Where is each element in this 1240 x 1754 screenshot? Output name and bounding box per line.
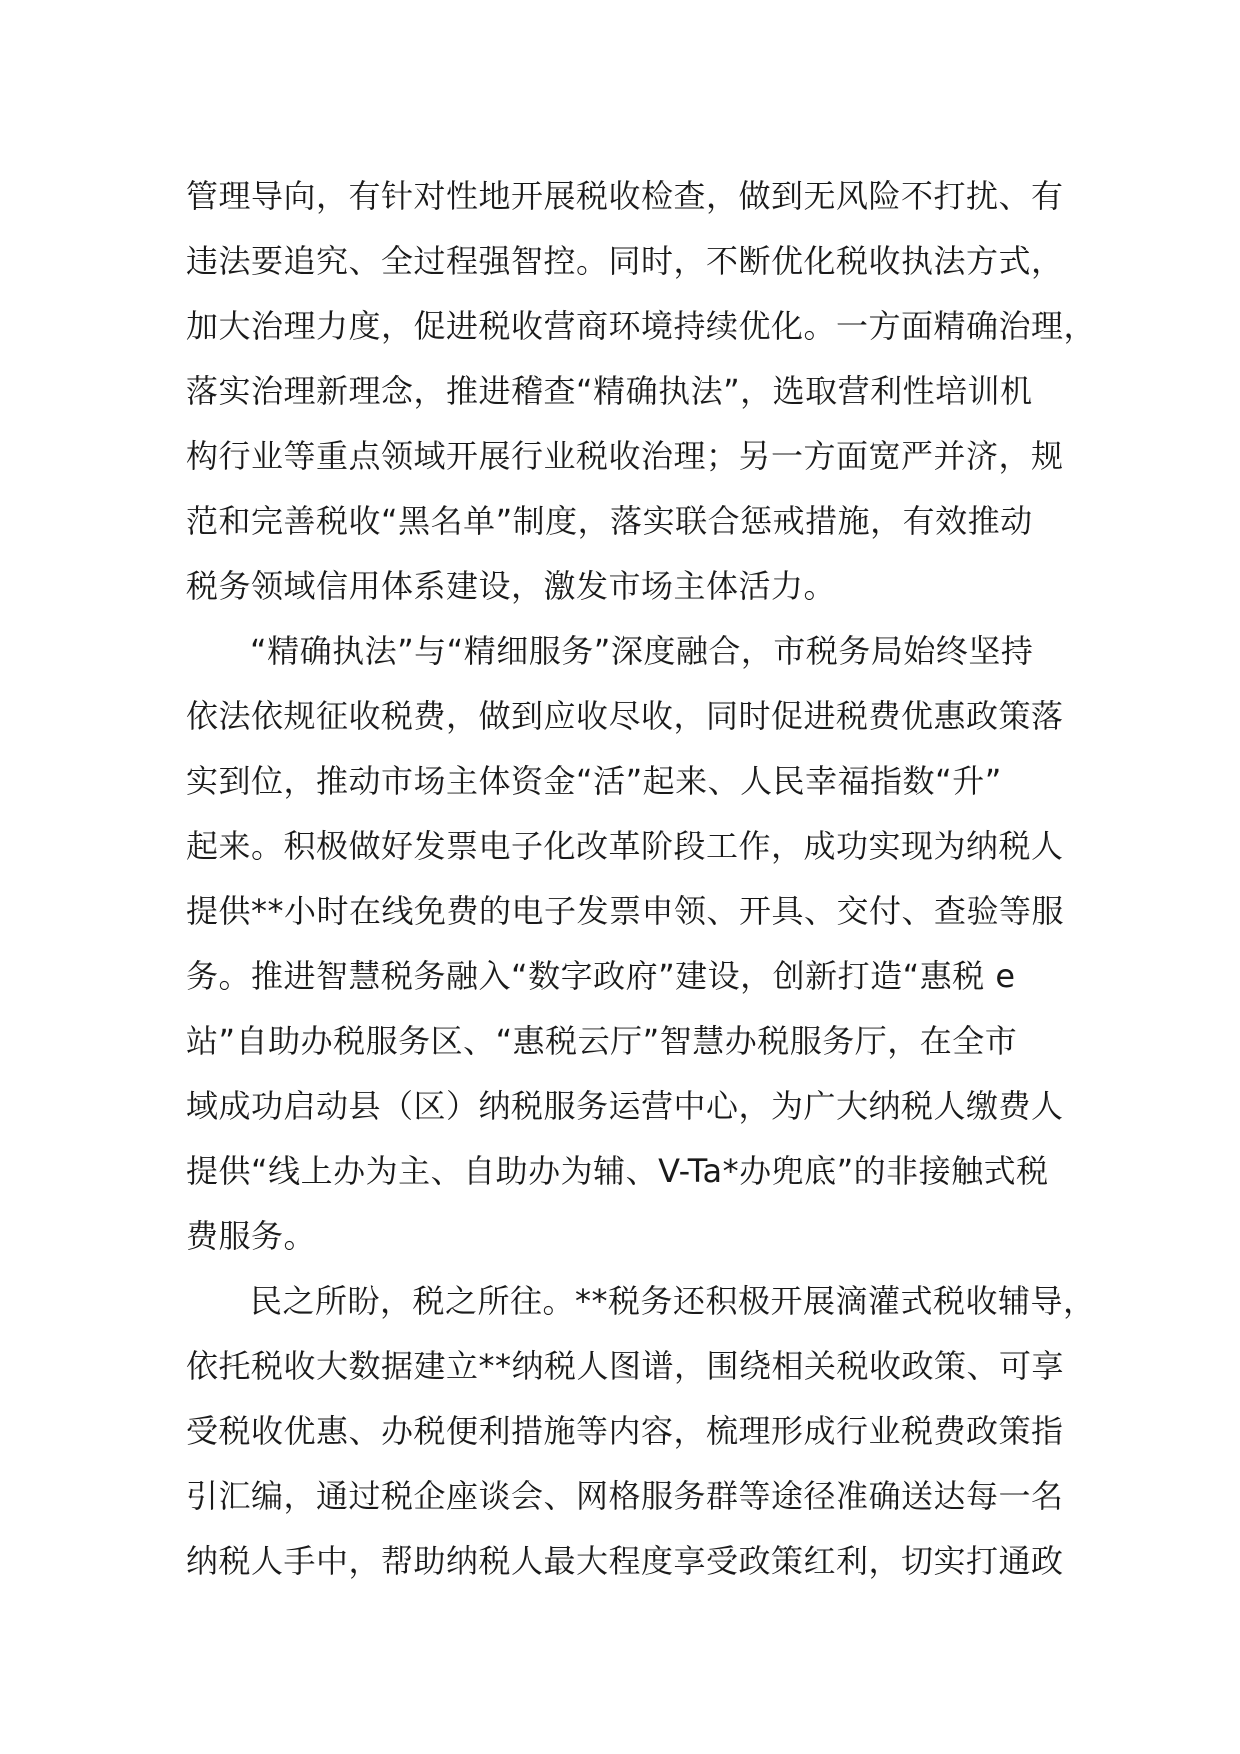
- text-line: 提供**小时在线免费的电子发票申领、开具、交付、查验等服: [186, 892, 1065, 930]
- text-line: 落实治理新理念，推进稽查“精确执法”，选取营利性培训机: [186, 372, 1033, 410]
- text-line: 构行业等重点领域开展行业税收治理；另一方面宽严并济，规: [186, 437, 1064, 475]
- text-line: 费服务。: [186, 1217, 317, 1255]
- text-line: 站”自助办税服务区、“惠税云厅”智慧办税服务厅，在全市: [186, 1022, 1018, 1060]
- text-line: 违法要追究、全过程强智控。同时，不断优化税收执法方式，: [186, 242, 1064, 280]
- text-line: 加大治理力度，促进税收营商环境持续优化。一方面精确治理，: [186, 307, 1097, 345]
- text-line: 起来。积极做好发票电子化改革阶段工作，成功实现为纳税人: [186, 827, 1064, 865]
- text-line: 税务领域信用体系建设，激发市场主体活力。: [186, 567, 837, 605]
- paragraph-start-line: “精确执法”与“精细服务”深度融合，市税务局始终坚持: [250, 632, 1034, 670]
- paragraph-start-line: 民之所盼，税之所往。**税务还积极开展滴灌式税收辅导，: [250, 1282, 1096, 1320]
- text-line: 实到位，推动市场主体资金“活”起来、人民幸福指数“升”: [186, 762, 1002, 800]
- text-line: 提供“线上办为主、自助办为辅、V-Ta*办兜底”的非接触式税: [186, 1152, 1049, 1190]
- text-line: 范和完善税收“黑名单”制度，落实联合惩戒措施，有效推动: [186, 502, 1033, 540]
- text-line: 纳税人手中，帮助纳税人最大程度享受政策红利，切实打通政: [186, 1542, 1064, 1580]
- text-line: 引汇编，通过税企座谈会、网格服务群等途径准确送达每一名: [186, 1477, 1064, 1515]
- text-line: 域成功启动县（区）纳税服务运营中心，为广大纳税人缴费人: [186, 1087, 1064, 1125]
- text-line: 依托税收大数据建立**纳税人图谱，围绕相关税收政策、可享: [186, 1347, 1065, 1385]
- text-line: 务。推进智慧税务融入“数字政府”建设，创新打造“惠税 e: [186, 957, 1016, 995]
- text-line: 依法依规征收税费，做到应收尽收，同时促进税费优惠政策落: [186, 697, 1064, 735]
- text-line: 受税收优惠、办税便利措施等内容，梳理形成行业税费政策指: [186, 1412, 1064, 1450]
- text-line: 管理导向，有针对性地开展税收检查，做到无风险不打扰、有: [186, 177, 1064, 215]
